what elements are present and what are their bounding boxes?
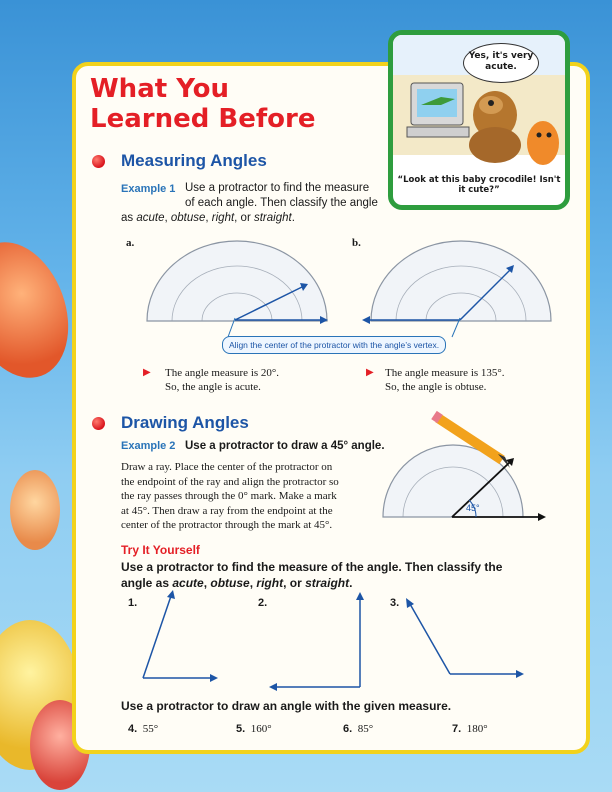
example-1-text: Use a protractor to find the measure of each angle. Then classify the angle <box>185 182 378 209</box>
cartoon-caption: “Look at this baby crocodile! Isn't it cute?” <box>397 175 561 195</box>
flower-decoration <box>10 470 60 550</box>
problem-4: 4. 55° <box>128 723 159 735</box>
speech-bubble: Yes, it's very acute. <box>463 43 539 83</box>
answer-marker-icon: ▶ <box>366 367 374 378</box>
example-a-label: a. <box>126 237 135 249</box>
problem-6: 6. 85° <box>343 723 374 735</box>
drawing-instructions: Draw a ray. Place the center of the protractor on the endpoint of the ray and align the protractor so the ray passes through the 0° mark. Make a mark at 45°. Then draw a ray from the endpoint at the center of the protractor through the mark at 45°. <box>121 461 339 531</box>
page-title <box>90 74 315 134</box>
example-1-text-line3: as acute, obtuse, right, or straight. <box>121 212 295 224</box>
measuring-angles-heading: Measuring Angles <box>121 151 267 170</box>
angle-45-rays <box>440 450 550 530</box>
title-line-1: What You <box>90 74 230 104</box>
example-2-label: Example 2 <box>121 440 176 452</box>
angle-45-label: 45° <box>466 503 480 513</box>
cartoon-panel <box>388 30 570 210</box>
problem-1-angle <box>135 588 225 688</box>
problem-3-angle <box>398 594 528 684</box>
drawing-angles-heading: Drawing Angles <box>121 413 249 432</box>
section-bullet <box>92 417 105 430</box>
problem-7: 7. 180° <box>452 723 488 735</box>
answer-marker-icon: ▶ <box>143 367 151 378</box>
example-b-label: b. <box>352 237 361 249</box>
try-it-yourself-heading: Try It Yourself <box>121 543 200 557</box>
try-instructions-2: Use a protractor to draw an angle with the given measure. <box>121 699 452 713</box>
problem-2-label: 2. <box>258 597 268 609</box>
problem-1-label: 1. <box>128 597 138 609</box>
problem-2-angle <box>265 590 375 700</box>
answer-b: The angle measure is 135°. So, the angle is obtuse. <box>385 367 505 393</box>
try-instructions-1: Use a protractor to find the measure of the angle. Then classify the angle as acute, obtuse, right, or straight. <box>121 560 503 590</box>
section-bullet <box>92 155 105 168</box>
problem-5: 5. 160° <box>236 723 272 735</box>
example-1-label: Example 1 <box>121 183 176 195</box>
vertex-callout: Align the center of the protractor with the angle’s vertex. <box>222 336 446 354</box>
title-line-2: Learned Before <box>90 104 316 134</box>
answer-a: The angle measure is 20°. So, the angle is acute. <box>165 367 280 393</box>
problem-3-label: 3. <box>390 597 400 609</box>
example-2-text: Use a protractor to draw a 45° angle. <box>185 440 385 452</box>
